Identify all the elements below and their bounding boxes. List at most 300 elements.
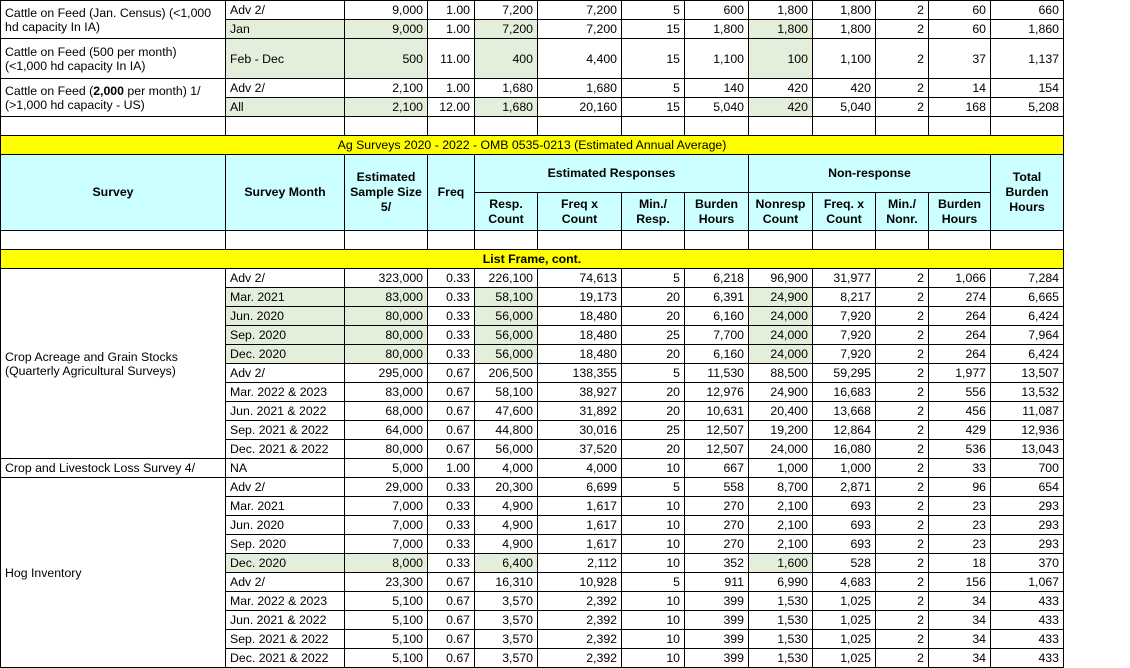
freq: 1.00 [428,459,475,478]
total-burden: 1,860 [991,20,1064,39]
total-burden: 700 [991,459,1064,478]
burden-hours: 399 [685,592,749,611]
min-resp: 15 [622,98,685,117]
sample-size: 5,100 [345,592,428,611]
freq-count: 1,617 [538,497,622,516]
total-burden: 370 [991,554,1064,573]
nonresp-freq-count: 8,217 [813,288,876,307]
nonresp-burden: 23 [929,535,991,554]
nonresp-burden: 34 [929,649,991,668]
min-nonr: 2 [876,573,929,592]
survey-month: Feb - Dec [226,39,345,79]
total-burden: 654 [991,478,1064,497]
nonresp-burden: 168 [929,98,991,117]
sample-size: 80,000 [345,307,428,326]
banner-row [1,136,1064,155]
freq: 0.33 [428,326,475,345]
spacer-row [1,117,1064,136]
header-freq: Freq [428,155,475,231]
nonresp-burden: 264 [929,345,991,364]
nonresp-count: 420 [749,79,813,98]
nonresp-freq-count: 1,800 [813,20,876,39]
min-resp: 10 [622,554,685,573]
min-resp: 20 [622,383,685,402]
burden-hours: 399 [685,649,749,668]
min-resp: 5 [622,573,685,592]
min-resp: 20 [622,288,685,307]
nonresp-count: 1,600 [749,554,813,573]
resp-count: 16,310 [475,573,538,592]
total-burden: 1,067 [991,573,1064,592]
total-burden: 11,087 [991,402,1064,421]
freq-count: 18,480 [538,345,622,364]
nonresp-burden: 536 [929,440,991,459]
sample-size: 80,000 [345,326,428,345]
min-nonr: 2 [876,39,929,79]
min-nonr: 2 [876,497,929,516]
nonresp-count: 24,900 [749,288,813,307]
burden-hours: 558 [685,478,749,497]
survey-month: Jun. 2021 & 2022 [226,402,345,421]
nonresp-count: 88,500 [749,364,813,383]
min-resp: 10 [622,497,685,516]
freq-count: 2,112 [538,554,622,573]
freq: 0.33 [428,497,475,516]
freq: 1.00 [428,1,475,20]
burden-hours: 6,160 [685,307,749,326]
nonresp-freq-count: 1,000 [813,459,876,478]
freq-count: 19,173 [538,288,622,307]
nonresp-burden: 37 [929,39,991,79]
resp-count: 58,100 [475,383,538,402]
resp-count: 3,570 [475,630,538,649]
min-resp: 5 [622,269,685,288]
min-resp: 20 [622,402,685,421]
burden-hours: 270 [685,516,749,535]
nonresp-freq-count: 16,080 [813,440,876,459]
min-nonr: 2 [876,402,929,421]
nonresp-count: 20,400 [749,402,813,421]
resp-count: 1,680 [475,79,538,98]
survey-name: Cattle on Feed (2,000 per month) 1/ (>1,000 hd capacity - US) [1,79,226,117]
min-resp: 10 [622,516,685,535]
sample-size: 7,000 [345,535,428,554]
resp-count: 47,600 [475,402,538,421]
nonresp-freq-count: 693 [813,497,876,516]
min-nonr: 2 [876,20,929,39]
min-resp: 15 [622,39,685,79]
section-banner: Ag Surveys 2020 - 2022 - OMB 0535-0213 (Estimated Annual Average) [1,136,1064,155]
min-nonr: 2 [876,1,929,20]
resp-count: 7,200 [475,20,538,39]
survey-month: Sep. 2020 [226,326,345,345]
min-nonr: 2 [876,459,929,478]
resp-count: 56,000 [475,326,538,345]
min-nonr: 2 [876,421,929,440]
sample-size: 80,000 [345,440,428,459]
burden-hours: 11,530 [685,364,749,383]
freq: 0.67 [428,383,475,402]
burden-hours: 1,800 [685,20,749,39]
resp-count: 4,900 [475,535,538,554]
resp-count: 6,400 [475,554,538,573]
resp-count: 400 [475,39,538,79]
freq: 0.67 [428,630,475,649]
min-nonr: 2 [876,98,929,117]
sample-size: 500 [345,39,428,79]
freq-count: 2,392 [538,649,622,668]
survey-month: Jun. 2020 [226,307,345,326]
freq-count: 4,400 [538,39,622,79]
nonresp-freq-count: 2,871 [813,478,876,497]
total-burden: 660 [991,1,1064,20]
total-burden: 293 [991,516,1064,535]
survey-month: Mar. 2021 [226,497,345,516]
min-resp: 10 [622,592,685,611]
nonresp-burden: 429 [929,421,991,440]
burden-hours: 600 [685,1,749,20]
sample-size: 83,000 [345,383,428,402]
min-nonr: 2 [876,79,929,98]
nonresp-burden: 274 [929,288,991,307]
nonresp-count: 96,900 [749,269,813,288]
min-resp: 5 [622,478,685,497]
freq-count: 74,613 [538,269,622,288]
freq: 0.33 [428,478,475,497]
resp-count: 58,100 [475,288,538,307]
nonresp-count: 420 [749,98,813,117]
freq: 12.00 [428,98,475,117]
survey-month: Dec. 2020 [226,554,345,573]
nonresp-count: 2,100 [749,535,813,554]
nonresp-count: 1,530 [749,630,813,649]
nonresp-count: 19,200 [749,421,813,440]
total-burden: 293 [991,535,1064,554]
freq-count: 2,392 [538,592,622,611]
min-nonr: 2 [876,478,929,497]
min-resp: 10 [622,649,685,668]
sample-size: 83,000 [345,288,428,307]
min-resp: 25 [622,326,685,345]
burden-hours: 5,040 [685,98,749,117]
sample-size: 8,000 [345,554,428,573]
nonresp-burden: 1,066 [929,269,991,288]
sample-size: 29,000 [345,478,428,497]
nonresp-count: 2,100 [749,516,813,535]
total-burden: 1,137 [991,39,1064,79]
resp-count: 3,570 [475,611,538,630]
freq: 0.33 [428,345,475,364]
nonresp-count: 1,530 [749,592,813,611]
header-min-nonr: Min./ Nonr. [876,193,929,231]
resp-count: 56,000 [475,345,538,364]
nonresp-freq-count: 7,920 [813,345,876,364]
table-row [1,459,1064,478]
table-row [1,1,1064,20]
header-nonresp-count: Nonresp Count [749,193,813,231]
min-nonr: 2 [876,516,929,535]
sample-size: 7,000 [345,516,428,535]
min-nonr: 2 [876,554,929,573]
freq-count: 2,392 [538,611,622,630]
header-sample-size: Estimated Sample Size 5/ [345,155,428,231]
freq-count: 30,016 [538,421,622,440]
freq: 0.67 [428,421,475,440]
min-resp: 5 [622,364,685,383]
nonresp-count: 8,700 [749,478,813,497]
burden-hours: 399 [685,611,749,630]
min-nonr: 2 [876,364,929,383]
burden-hours: 270 [685,535,749,554]
survey-month: Adv 2/ [226,269,345,288]
total-burden: 13,532 [991,383,1064,402]
min-resp: 10 [622,459,685,478]
burden-hours: 12,507 [685,440,749,459]
header-estimated-responses: Estimated Responses [475,155,749,193]
resp-count: 226,100 [475,269,538,288]
sample-size: 5,100 [345,630,428,649]
freq-count: 10,928 [538,573,622,592]
total-burden: 7,964 [991,326,1064,345]
survey-name: Hog Inventory [1,478,226,668]
table-row [1,39,1064,79]
nonresp-burden: 33 [929,459,991,478]
freq-count: 1,617 [538,516,622,535]
total-burden: 154 [991,79,1064,98]
nonresp-count: 24,900 [749,383,813,402]
total-burden: 433 [991,611,1064,630]
survey-month: Mar. 2022 & 2023 [226,383,345,402]
nonresp-freq-count: 528 [813,554,876,573]
resp-count: 4,000 [475,459,538,478]
min-nonr: 2 [876,440,929,459]
survey-month: Mar. 2021 [226,288,345,307]
header-min-resp: Min./ Resp. [622,193,685,231]
burden-hours: 6,391 [685,288,749,307]
freq: 0.67 [428,440,475,459]
resp-count: 20,300 [475,478,538,497]
freq-count: 37,520 [538,440,622,459]
table-row [1,79,1064,98]
freq-count: 2,392 [538,630,622,649]
nonresp-count: 1,800 [749,1,813,20]
burden-hours: 140 [685,79,749,98]
nonresp-freq-count: 5,040 [813,98,876,117]
nonresp-burden: 1,977 [929,364,991,383]
survey-month: Dec. 2021 & 2022 [226,649,345,668]
freq-count: 20,160 [538,98,622,117]
crop-survey-group [1,269,1064,459]
nonresp-burden: 23 [929,497,991,516]
min-nonr: 2 [876,611,929,630]
min-nonr: 2 [876,288,929,307]
sample-size: 9,000 [345,1,428,20]
nonresp-burden: 34 [929,592,991,611]
min-nonr: 2 [876,345,929,364]
nonresp-count: 24,000 [749,440,813,459]
freq-count: 7,200 [538,20,622,39]
total-burden: 293 [991,497,1064,516]
freq: 0.33 [428,269,475,288]
min-resp: 20 [622,440,685,459]
freq-count: 7,200 [538,1,622,20]
sample-size: 68,000 [345,402,428,421]
freq-count: 6,699 [538,478,622,497]
table-row [1,478,1064,497]
sample-size: 323,000 [345,269,428,288]
survey-month: Jun. 2020 [226,516,345,535]
survey-month: NA [226,459,345,478]
nonresp-freq-count: 4,683 [813,573,876,592]
burden-hours: 6,218 [685,269,749,288]
survey-month: Jun. 2021 & 2022 [226,611,345,630]
nonresp-freq-count: 13,668 [813,402,876,421]
min-nonr: 2 [876,535,929,554]
resp-count: 1,680 [475,98,538,117]
total-burden: 5,208 [991,98,1064,117]
resp-count: 4,900 [475,497,538,516]
freq-count: 1,680 [538,79,622,98]
resp-count: 7,200 [475,1,538,20]
nonresp-burden: 14 [929,79,991,98]
freq: 0.67 [428,364,475,383]
nonresp-freq-count: 693 [813,516,876,535]
section-row [1,250,1064,269]
nonresp-burden: 34 [929,630,991,649]
section-title: List Frame, cont. [1,250,1064,269]
header-freq-count: Freq x Count [538,193,622,231]
nonresp-freq-count: 31,977 [813,269,876,288]
nonresp-burden: 556 [929,383,991,402]
nonresp-count: 24,000 [749,307,813,326]
nonresp-count: 1,530 [749,649,813,668]
sample-size: 2,100 [345,98,428,117]
resp-count: 3,570 [475,649,538,668]
survey-month: Adv 2/ [226,478,345,497]
burden-hours: 667 [685,459,749,478]
freq: 1.00 [428,20,475,39]
min-nonr: 2 [876,269,929,288]
nonresp-burden: 60 [929,1,991,20]
freq-count: 1,617 [538,535,622,554]
survey-month: All [226,98,345,117]
nonresp-freq-count: 1,100 [813,39,876,79]
nonresp-freq-count: 1,025 [813,630,876,649]
freq-count: 4,000 [538,459,622,478]
nonresp-freq-count: 16,683 [813,383,876,402]
header-burden-hours: Burden Hours [685,193,749,231]
burden-hours: 10,631 [685,402,749,421]
burden-hours: 6,160 [685,345,749,364]
sample-size: 5,000 [345,459,428,478]
header-nonresponse: Non-response [749,155,991,193]
nonresp-freq-count: 12,864 [813,421,876,440]
total-burden: 12,936 [991,421,1064,440]
min-resp: 10 [622,535,685,554]
header-nonresp-freq-count: Freq. x Count [813,193,876,231]
sample-size: 5,100 [345,649,428,668]
resp-count: 44,800 [475,421,538,440]
sample-size: 80,000 [345,345,428,364]
min-nonr: 2 [876,630,929,649]
burden-hours: 1,100 [685,39,749,79]
freq: 0.33 [428,307,475,326]
resp-count: 206,500 [475,364,538,383]
min-nonr: 2 [876,592,929,611]
freq: 11.00 [428,39,475,79]
min-resp: 5 [622,1,685,20]
nonresp-burden: 156 [929,573,991,592]
header-row [1,155,1064,193]
freq-count: 38,927 [538,383,622,402]
survey-month: Sep. 2021 & 2022 [226,421,345,440]
min-resp: 15 [622,20,685,39]
survey-month: Dec. 2021 & 2022 [226,440,345,459]
table-row [1,269,1064,288]
survey-month: Sep. 2020 [226,535,345,554]
nonresp-freq-count: 1,025 [813,592,876,611]
survey-month: Adv 2/ [226,79,345,98]
freq: 0.67 [428,402,475,421]
freq-count: 138,355 [538,364,622,383]
sample-size: 295,000 [345,364,428,383]
nonresp-freq-count: 693 [813,535,876,554]
resp-count: 3,570 [475,592,538,611]
nonresp-burden: 34 [929,611,991,630]
total-burden: 433 [991,630,1064,649]
total-burden: 433 [991,592,1064,611]
nonresp-freq-count: 1,025 [813,649,876,668]
nonresp-burden: 60 [929,20,991,39]
nonresp-count: 100 [749,39,813,79]
nonresp-burden: 264 [929,307,991,326]
header-survey: Survey [1,155,226,231]
min-resp: 25 [622,421,685,440]
nonresp-count: 6,990 [749,573,813,592]
freq: 0.67 [428,649,475,668]
sample-size: 2,100 [345,79,428,98]
nonresp-burden: 264 [929,326,991,345]
survey-name: Cattle on Feed (Jan. Census) (<1,000 hd capacity In IA) [1,1,226,39]
sample-size: 5,100 [345,611,428,630]
freq-count: 18,480 [538,326,622,345]
min-nonr: 2 [876,307,929,326]
min-resp: 10 [622,630,685,649]
min-resp: 20 [622,307,685,326]
survey-month: Jan [226,20,345,39]
nonresp-count: 24,000 [749,345,813,364]
nonresp-burden: 23 [929,516,991,535]
hog-survey-group [1,478,1064,668]
total-burden: 7,284 [991,269,1064,288]
survey-month: Adv 2/ [226,1,345,20]
header-nonresp-burden: Burden Hours [929,193,991,231]
min-nonr: 2 [876,383,929,402]
survey-name: Crop and Livestock Loss Survey 4/ [1,459,226,478]
header-total-burden: Total Burden Hours [991,155,1064,231]
freq: 0.67 [428,592,475,611]
survey-month: Mar. 2022 & 2023 [226,592,345,611]
burden-hours: 7,700 [685,326,749,345]
nonresp-count: 2,100 [749,497,813,516]
burden-hours: 911 [685,573,749,592]
nonresp-count: 1,530 [749,611,813,630]
loss-survey-group [1,459,1064,478]
freq: 0.33 [428,535,475,554]
burden-hours: 12,507 [685,421,749,440]
total-burden: 13,507 [991,364,1064,383]
header-resp-count: Resp. Count [475,193,538,231]
